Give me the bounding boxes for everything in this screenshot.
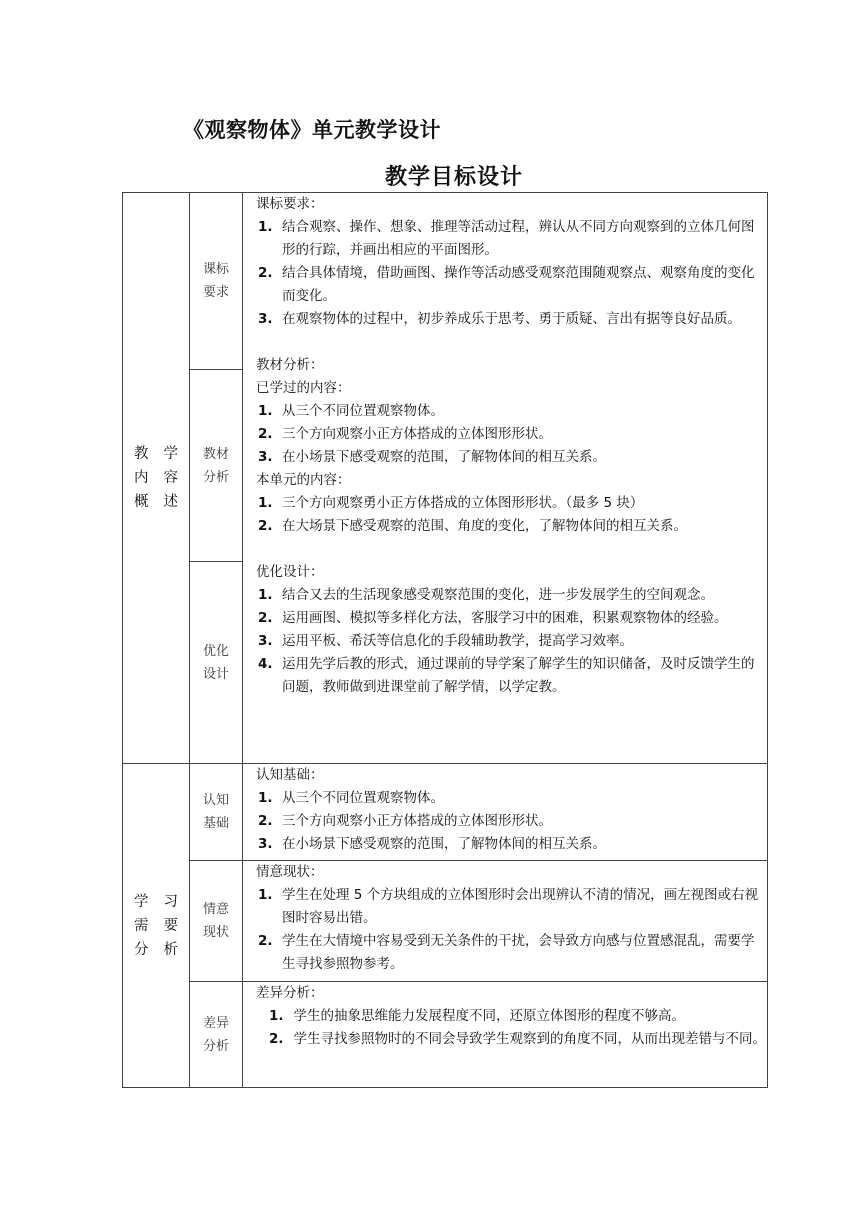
label-optimize: 优化 设计 [190, 562, 243, 764]
table-row [123, 193, 768, 370]
table-row [123, 861, 768, 982]
list-item: 3. 在小场景下感受观察的范围，了解物体间的相互关系。 [258, 836, 606, 852]
list-item: 2. 三个方向观察小正方体搭成的立体图形形状。 [258, 426, 552, 442]
category-learning-needs: 学 习 需 要 分 析 [123, 764, 190, 1088]
content-cognitive [243, 764, 768, 861]
heading-optimize: 优化设计： [256, 564, 324, 580]
teaching-design-table [122, 192, 768, 1088]
list-item: 1. 学生的抽象思维能力发展程度不同，还原立体图形的程度不够高。 [269, 1008, 686, 1024]
heading-emotion: 情意现状： [256, 864, 324, 880]
list-item: 3. 在观察物体的过程中，初步养成乐于思考、勇于质疑、言出有据等良好品质。 [258, 311, 741, 327]
list-item: 1. 学生在处理 5 个方块组成的立体图形时会出现辨认不清的情况，画左视图或右视图时容易出错。 [258, 887, 759, 926]
heading-curriculum: 课标要求： [256, 196, 324, 212]
heading-difference: 差异分析： [256, 985, 324, 1001]
content-emotion [243, 861, 768, 982]
table-row [123, 982, 768, 1088]
content-difference [243, 982, 768, 1088]
list-item: 3. 运用平板、希沃等信息化的手段辅助教学，提高学习效率。 [258, 633, 633, 649]
list-item: 2. 三个方向观察小正方体搭成的立体图形形状。 [258, 813, 552, 829]
heading-learned: 已学过的内容： [256, 380, 351, 396]
heading-textbook: 教材分析： [256, 357, 324, 373]
label-curriculum: 课标 要求 [190, 193, 243, 370]
heading-cognitive: 认知基础： [256, 767, 324, 783]
list-item: 3. 在小场景下感受观察的范围，了解物体间的相互关系。 [258, 449, 606, 465]
table-row [123, 764, 768, 861]
list-item: 2. 运用画图、模拟等多样化方法，客服学习中的困难，积累观察物体的经验。 [258, 610, 728, 626]
list-item: 1. 从三个不同位置观察物体。 [258, 403, 444, 419]
category-teaching-content: 教 学 内 容 概 述 [123, 193, 190, 764]
label-cognitive: 认知 基础 [190, 764, 243, 861]
label-difference: 差异 分析 [190, 982, 243, 1088]
document-title: 《观察物体》单元教学设计 [183, 118, 441, 142]
list-item: 2. 学生在大情境中容易受到无关条件的干扰，会导致方向感与位置感混乱，需要学生寻找参照物参考。 [258, 933, 755, 972]
list-item: 2. 学生寻找参照物时的不同会导致学生观察到的角度不同，从而出现差错与不同。 [269, 1031, 767, 1047]
section-title: 教学目标设计 [385, 165, 524, 190]
heading-unit: 本单元的内容： [256, 472, 351, 488]
list-item: 1. 结合又去的生活现象感受观察范围的变化，进一步发展学生的空间观念。 [258, 587, 714, 603]
list-item: 2. 在大场景下感受观察的范围、角度的变化，了解物体间的相互关系。 [258, 518, 687, 534]
list-item: 1. 三个方向观察勇小正方体搭成的立体图形形状。（最多 5 块） [258, 495, 644, 511]
list-item: 1. 从三个不同位置观察物体。 [258, 790, 444, 806]
list-item: 2. 结合具体情境，借助画图、操作等活动感受观察范围随观察点、观察角度的变化而变化。 [258, 265, 755, 304]
content-teaching-overview [243, 193, 768, 764]
label-textbook: 教材 分析 [190, 370, 243, 562]
label-emotion: 情意 现状 [190, 861, 243, 982]
list-item: 1. 结合观察、操作、想象、推理等活动过程，辨认从不同方向观察到的立体几何图形的行踪，并画出相应的平面图形。 [258, 219, 755, 258]
list-item: 4. 运用先学后教的形式，通过课前的导学案了解学生的知识储备，及时反馈学生的问题，教师做到进课堂前了解学情，以学定教。 [258, 656, 755, 695]
